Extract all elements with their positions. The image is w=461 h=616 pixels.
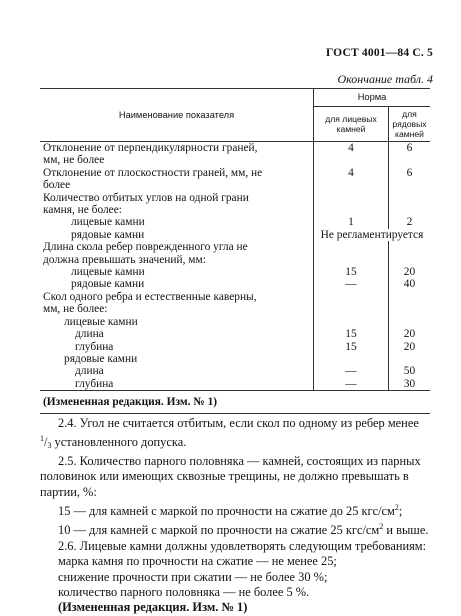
fraction-slash: /: [44, 435, 48, 450]
paragraph-2-5: 2.5. Количество парного половняка — камней, состоящих из парных половинок или имеющих сквозные трещины, не должно превышать в партии, %:: [40, 453, 421, 499]
indicator-name: длина: [40, 365, 314, 377]
indicator-name: лицевые камни: [40, 266, 314, 278]
table-row: [40, 303, 430, 315]
table-row: [40, 154, 430, 166]
norm-row-value: [389, 179, 431, 191]
norm-face-value: —: [314, 365, 389, 377]
norm-row-value: 30: [403, 377, 416, 390]
norm-row-value: [389, 241, 431, 253]
table-row: [40, 229, 430, 241]
indicator-name: рядовые камни: [40, 229, 314, 241]
indicator-name: более: [40, 179, 314, 191]
requirement-strength-grade: марка камня по прочности на сжатие — не менее 25;: [58, 554, 337, 569]
norm-face-value: 4: [314, 167, 389, 179]
paragraph-2-4-tail: установленного допуска.: [51, 435, 187, 450]
norm-face-value: [314, 154, 389, 166]
indicator-name: Количество отбитых углов на одной грани: [40, 192, 314, 204]
column-header-norm: Норма: [314, 89, 431, 107]
table-row: [40, 316, 430, 328]
amendment-note: (Измененная редакция. Изм. № 1): [58, 600, 248, 615]
requirement-strength-reduction: снижение прочности при сжатии — не более 30 %;: [58, 569, 328, 584]
indicator-name: длина: [40, 328, 314, 340]
norm-row-value: [389, 353, 431, 365]
paragraph-2-4: [40, 416, 432, 454]
norm-row-value: 2: [406, 216, 413, 229]
indicator-name: рядовые камни: [40, 278, 314, 290]
indicator-name: Скол одного ребра и естественные каверны,: [40, 291, 314, 303]
table-row: [40, 341, 430, 353]
indicator-name: рядовые камни: [40, 353, 314, 365]
page-header: ГОСТ 4001—84 С. 5: [325, 47, 433, 59]
norm-row-value: 40: [403, 278, 416, 291]
table-continuation-title: Окончание табл. 4: [337, 72, 433, 86]
paragraph-10-percent: [40, 519, 432, 538]
table-row: [40, 278, 430, 290]
indicator-name: камня, не более:: [40, 204, 314, 216]
paragraph-15-text: 15 — для камней с маркой по прочности на сжатие до 25 кгс/см: [58, 504, 395, 519]
norms-table: [40, 88, 430, 414]
fraction-numerator: 1: [40, 434, 44, 444]
table-row: [40, 266, 430, 278]
table-amendment-note: (Измененная редакция. Изм. № 1): [40, 391, 430, 414]
indicator-name: глубина: [40, 378, 314, 391]
norm-face-value: [314, 192, 389, 204]
norm-face-value: 1: [314, 216, 389, 228]
table-header: [40, 89, 430, 142]
table-row: [40, 241, 430, 253]
norm-row-value: [389, 254, 431, 266]
norm-face-value: [314, 204, 389, 216]
norm-row-value: [389, 291, 431, 303]
norm-row-value: [389, 192, 431, 204]
indicator-name: должна превышать значений, мм:: [40, 254, 314, 266]
indicator-name: лицевые камни: [40, 216, 314, 228]
paragraph-2-6: 2.6. Лицевые камни должны удовлетворять следующим требованиям:: [58, 538, 427, 553]
table-row: [40, 192, 430, 204]
norm-face-value: [314, 241, 389, 253]
paragraph-15-tail: ;: [398, 504, 403, 519]
table-row: [40, 142, 430, 155]
table-body: [40, 142, 430, 391]
norm-face-value: 15: [314, 341, 389, 353]
table-row: [40, 216, 430, 228]
table-row: [40, 365, 430, 377]
table-row: [40, 254, 430, 266]
indicator-name: мм, не более:: [40, 303, 314, 315]
table-row: [40, 291, 430, 303]
table-row: [40, 204, 430, 216]
paragraph-15-percent: [40, 500, 432, 519]
norm-row-value: 6: [406, 142, 413, 154]
norm-face-value: —: [314, 278, 389, 290]
paragraph-2-4-text: 2.4. Угол не считается отбитым, если скол по одному из ребер менее: [58, 416, 419, 430]
superscript-2: 2: [394, 503, 399, 513]
body-text: [40, 416, 432, 616]
norm-row-value: 50: [403, 365, 416, 378]
norm-row-value: [389, 303, 431, 315]
norm-face-value: [314, 316, 389, 328]
norm-row-value: 6: [406, 166, 413, 179]
indicator-name: Длина скола ребер поврежденного угла не: [40, 241, 314, 253]
norm-row-value: [389, 154, 431, 166]
indicator-name: Отклонение от плоскостности граней, мм, не: [40, 167, 314, 179]
norm-face-value: [314, 291, 389, 303]
indicator-name: мм, не более: [40, 154, 314, 166]
norm-face-value: 15: [314, 328, 389, 340]
paragraph-10-text: 10 — для камней с маркой по прочности на сжатие 25 кгс/см: [58, 523, 380, 538]
norm-face-value: [314, 353, 389, 365]
table-row: [40, 378, 430, 391]
norm-row-value: 20: [403, 340, 416, 353]
paragraph-10-tail: и выше.: [383, 523, 429, 538]
indicator-name: Отклонение от перпендикулярности граней,: [40, 142, 314, 155]
table-row: [40, 328, 430, 340]
indicator-name: лицевые камни: [40, 316, 314, 328]
column-header-name: Наименование показателя: [40, 89, 314, 142]
norm-row-value: [389, 204, 431, 216]
requirement-paired-halves: количество парного половняка — не более 5 %.: [58, 585, 310, 600]
column-header-face-stones: для лицевых камней: [314, 107, 389, 142]
norm-row-value: [389, 316, 431, 328]
indicator-name: глубина: [40, 341, 314, 353]
norm-face-value: —: [314, 378, 389, 391]
superscript-2: 2: [379, 522, 384, 532]
table-row: [40, 179, 430, 191]
norm-row-value: 20: [403, 266, 416, 279]
column-header-row-stones: для рядовых камней: [389, 107, 431, 142]
norm-face-value: [314, 303, 389, 315]
table-row: [40, 167, 430, 179]
fraction-denominator: 3: [47, 441, 52, 451]
table-row: [40, 353, 430, 365]
norm-face-value: [314, 254, 389, 266]
norm-face-value: [314, 179, 389, 191]
norm-face-value: 15: [314, 266, 389, 278]
norm-face-value: 4: [314, 142, 389, 155]
norm-row-value: 20: [403, 328, 416, 341]
norm-not-regulated: Не регламентируется: [320, 228, 424, 241]
